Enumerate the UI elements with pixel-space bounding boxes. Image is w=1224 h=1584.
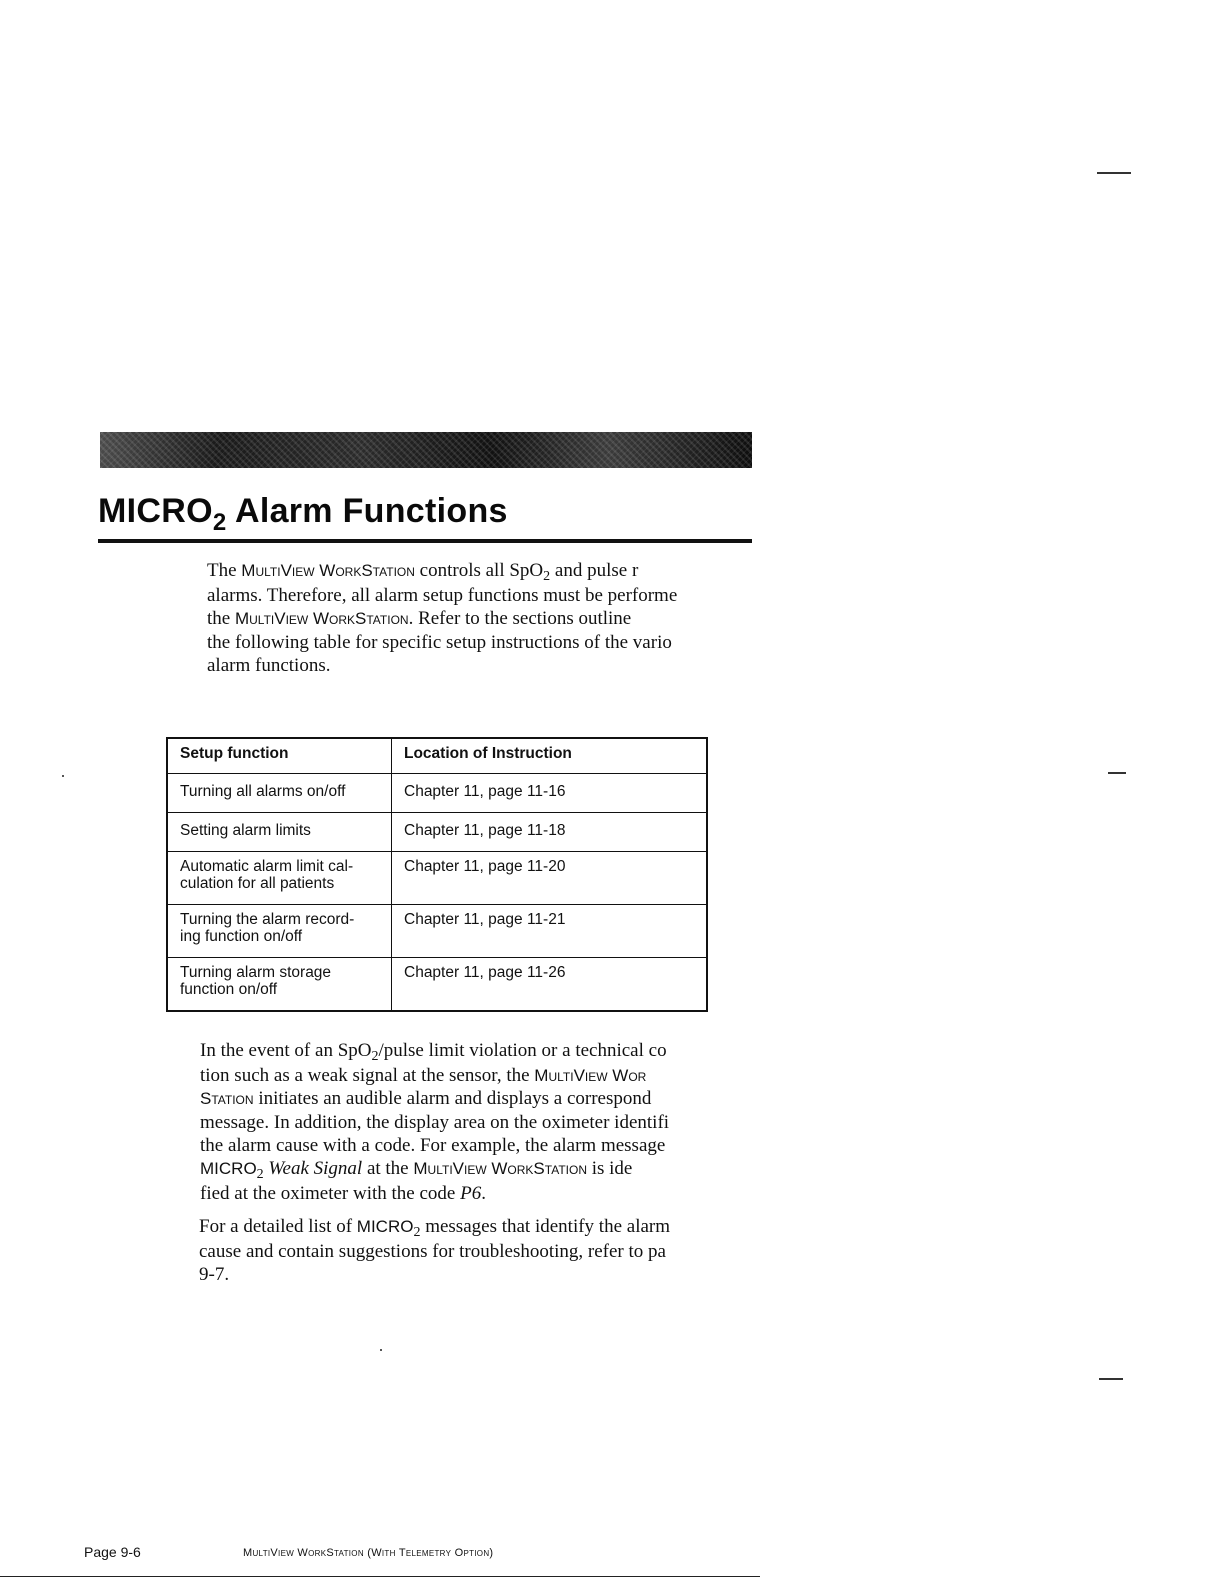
setup-function-cell: Automatic alarm limit cal- culation for all patients — [167, 852, 392, 905]
detail-paragraph: For a detailed list of $MICRO_2$ messages that identify the alarm cause and contain suggestions for troubleshooting, refer to pa 9-7. — [199, 1216, 671, 1286]
location-cell: Chapter 11, page 11-16 — [392, 774, 708, 813]
intro-paragraph: The MultiView WorkStation controls all SpO$_2$ and pulse r alarms. Therefore, all alarm setup functions must be performe the MultiView WorkStation. Refer to the sections outline the following table for specific setup instructions of the vario alarm functions. — [207, 560, 678, 676]
margin-mark — [1099, 1378, 1123, 1380]
setup-function-cell: Turning all alarms on/off — [167, 774, 392, 813]
location-cell: Chapter 11, page 11-26 — [392, 958, 708, 1012]
footer-document-title: MultiView WorkStation (With Telemetry Option) — [243, 1547, 494, 1559]
table-row — [167, 813, 707, 852]
title-underline — [98, 539, 752, 543]
header-location: Location of Instruction — [392, 738, 708, 774]
table-row — [167, 852, 707, 905]
section-banner — [100, 432, 752, 468]
table-header-row — [167, 738, 707, 774]
table-row — [167, 774, 707, 813]
alarm-functions-table — [166, 737, 708, 1012]
footer-page-number: Page 9-6 — [84, 1544, 141, 1560]
setup-function-cell: Turning alarm storage function on/off — [167, 958, 392, 1012]
location-cell: Chapter 11, page 11-21 — [392, 905, 708, 958]
table-row — [167, 958, 707, 1012]
table-row — [167, 905, 707, 958]
section-title: $MICRO_2$ Alarm Functions — [98, 492, 508, 536]
setup-function-cell: Turning the alarm record- ing function on/off — [167, 905, 392, 958]
location-cell: Chapter 11, page 11-18 — [392, 813, 708, 852]
scan-speck — [380, 1349, 382, 1351]
alarm-event-paragraph: In the event of an SpO$_2$/pulse limit violation or a technical co tion such as a weak signal at the sensor, the MultiView Wor Station initiates an audible alarm and displays a correspond message. In addition, the display area on the oximeter identifi the alarm cause with a code. For example, the alarm message $MICRO_2$ Weak Signal at the MultiView WorkStation is ide fied at the oximeter with the code P6. — [200, 1040, 670, 1205]
scan-speck — [62, 775, 64, 777]
location-cell: Chapter 11, page 11-20 — [392, 852, 708, 905]
setup-function-cell: Setting alarm limits — [167, 813, 392, 852]
margin-mark — [1097, 172, 1131, 174]
header-setup-function: Setup function — [167, 738, 392, 774]
margin-mark — [1108, 772, 1126, 774]
footer-rule — [0, 1576, 760, 1577]
